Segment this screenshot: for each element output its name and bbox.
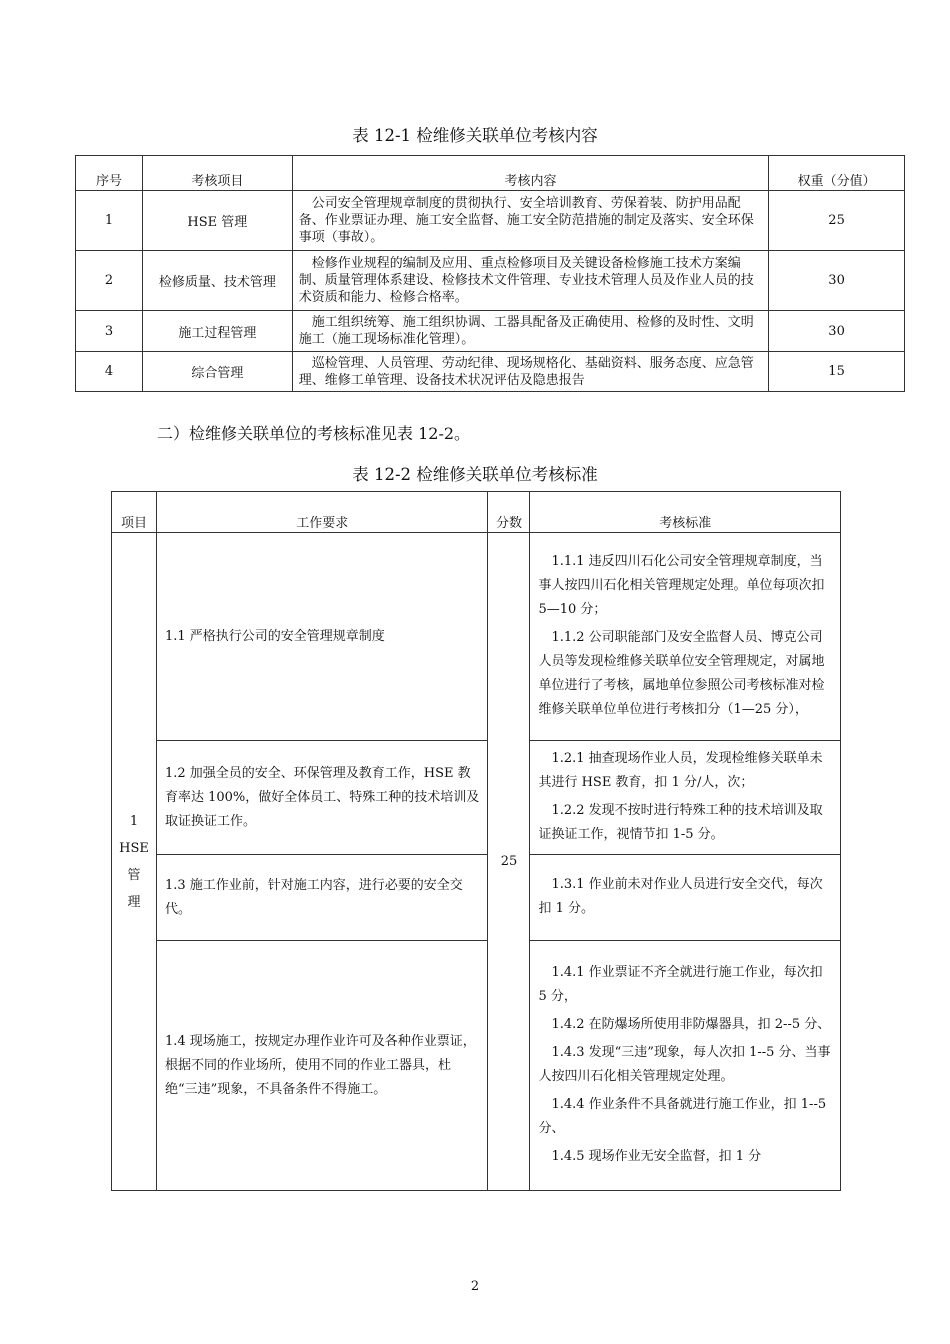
row-item: 施工过程管理 bbox=[142, 311, 292, 352]
criteria-cell bbox=[530, 741, 841, 855]
score-cell: 25 bbox=[488, 533, 530, 1191]
criteria-cell bbox=[530, 941, 841, 1191]
project-number: 1 bbox=[129, 813, 139, 829]
requirement-cell: 1.1 严格执行公司的安全管理规章制度 bbox=[156, 533, 488, 741]
table1-header-row bbox=[76, 156, 905, 191]
project-name-line: 管 bbox=[127, 867, 141, 883]
table-row bbox=[112, 533, 841, 741]
row-no: 1 bbox=[76, 191, 143, 251]
criteria-item: 1.2.2 发现不按时进行特殊工种的技术培训及取证换证工作，视情节扣 1-5 分。 bbox=[538, 802, 823, 842]
requirement-cell: 1.4 现场施工，按规定办理作业许可及各种作业票证，根据不同的作业场所，使用不同的作业工器具，杜绝“三违”现象，不具备条件不得施工。 bbox=[156, 941, 488, 1191]
row-item: 综合管理 bbox=[142, 352, 292, 392]
table2 bbox=[111, 491, 841, 1191]
table-row bbox=[112, 941, 841, 1191]
criteria-item: 1.4.3 发现“三违”现象，每人次扣 1--5 分、当事人按四川石化相关管理规定处理。 bbox=[538, 1044, 831, 1084]
row-weight: 30 bbox=[769, 251, 905, 311]
project-cell bbox=[112, 533, 157, 1191]
row-no: 3 bbox=[76, 311, 143, 352]
criteria-item: 1.4.5 现场作业无安全监督，扣 1 分 bbox=[551, 1148, 762, 1164]
row-no: 4 bbox=[76, 352, 143, 392]
criteria-item: 1.4.1 作业票证不齐全就进行施工作业，每次扣 5 分， bbox=[538, 964, 823, 1004]
requirement-cell: 1.3 施工作业前，针对施工内容，进行必要的安全交代。 bbox=[156, 855, 488, 941]
row-item: HSE 管理 bbox=[142, 191, 292, 251]
row-item: 检修质量、技术管理 bbox=[142, 251, 292, 311]
criteria-item: 1.4.2 在防爆场所使用非防爆器具，扣 2--5 分、 bbox=[551, 1016, 831, 1032]
row-content: 公司安全管理规章制度的贯彻执行、安全培训教育、劳保着装、防护用品配备、作业票证办理、施工安全监督、施工安全防范措施的制定及落实、安全环保事项（事故）。 bbox=[292, 191, 768, 251]
project-name-line: 理 bbox=[127, 894, 141, 910]
criteria-item: 1.4.4 作业条件不具备就进行施工作业，扣 1--5 分、 bbox=[538, 1096, 827, 1136]
table2-header-project: 项目 bbox=[112, 492, 157, 533]
table-row bbox=[76, 251, 905, 311]
table1 bbox=[75, 155, 905, 392]
criteria-item: 1.3.1 作业前未对作业人员进行安全交代，每次扣 1 分。 bbox=[538, 876, 823, 916]
page-number: 2 bbox=[470, 1279, 480, 1294]
table1-header-weight: 权重（分值） bbox=[769, 156, 905, 191]
row-content: 检修作业规程的编制及应用、重点检修项目及关键设备检修施工技术方案编制、质量管理体系建设、检修技术文件管理、专业技术管理人员及作业人员的技术资质和能力、检修合格率。 bbox=[292, 251, 768, 311]
table2-header-criteria: 考核标准 bbox=[530, 492, 841, 533]
table1-header-content: 考核内容 bbox=[292, 156, 768, 191]
criteria-item: 1.2.1 抽查现场作业人员，发现检维修关联单未其进行 HSE 教育，扣 1 分/人，次； bbox=[538, 750, 823, 790]
row-content: 巡检管理、人员管理、劳动纪律、现场规格化、基础资料、服务态度、应急管理、维修工单管理、设备技术状况评估及隐患报告 bbox=[292, 352, 768, 392]
row-weight: 30 bbox=[769, 311, 905, 352]
table1-header-no: 序号 bbox=[76, 156, 143, 191]
table2-header-row bbox=[112, 492, 841, 533]
table-row bbox=[76, 311, 905, 352]
table2-header-score: 分数 bbox=[488, 492, 530, 533]
row-weight: 15 bbox=[769, 352, 905, 392]
criteria-cell bbox=[530, 533, 841, 741]
project-name-line: HSE bbox=[119, 840, 149, 856]
row-weight: 25 bbox=[769, 191, 905, 251]
criteria-cell bbox=[530, 855, 841, 941]
table2-header-requirement: 工作要求 bbox=[156, 492, 488, 533]
requirement-cell: 1.2 加强全员的安全、环保管理及教育工作，HSE 教育率达 100%，做好全体员工、特殊工种的技术培训及取证换证工作。 bbox=[156, 741, 488, 855]
criteria-item: 1.1.2 公司职能部门及安全监督人员、博克公司人员等发现检维修关联单位安全管理规定，对属地单位进行了考核，属地单位参照公司考核标准对检维修关联单位单位进行考核扣分（1—25 分）， bbox=[538, 629, 825, 717]
table-row bbox=[112, 741, 841, 855]
body-paragraph: 二）检维修关联单位的考核标准见表 12-2。 bbox=[157, 424, 471, 443]
table1-header-item: 考核项目 bbox=[142, 156, 292, 191]
row-no: 2 bbox=[76, 251, 143, 311]
table-row bbox=[76, 191, 905, 251]
table-row bbox=[112, 855, 841, 941]
table-row bbox=[76, 352, 905, 392]
table2-title: 表 12-2 检维修关联单位考核标准 bbox=[352, 465, 598, 484]
row-content: 施工组织统筹、施工组织协调、工器具配备及正确使用、检修的及时性、文明施工（施工现场标准化管理）。 bbox=[292, 311, 768, 352]
table1-title: 表 12-1 检维修关联单位考核内容 bbox=[352, 126, 598, 145]
criteria-item: 1.1.1 违反四川石化公司安全管理规章制度，当事人按四川石化相关管理规定处理。单位每项次扣 5—10 分； bbox=[538, 553, 825, 617]
